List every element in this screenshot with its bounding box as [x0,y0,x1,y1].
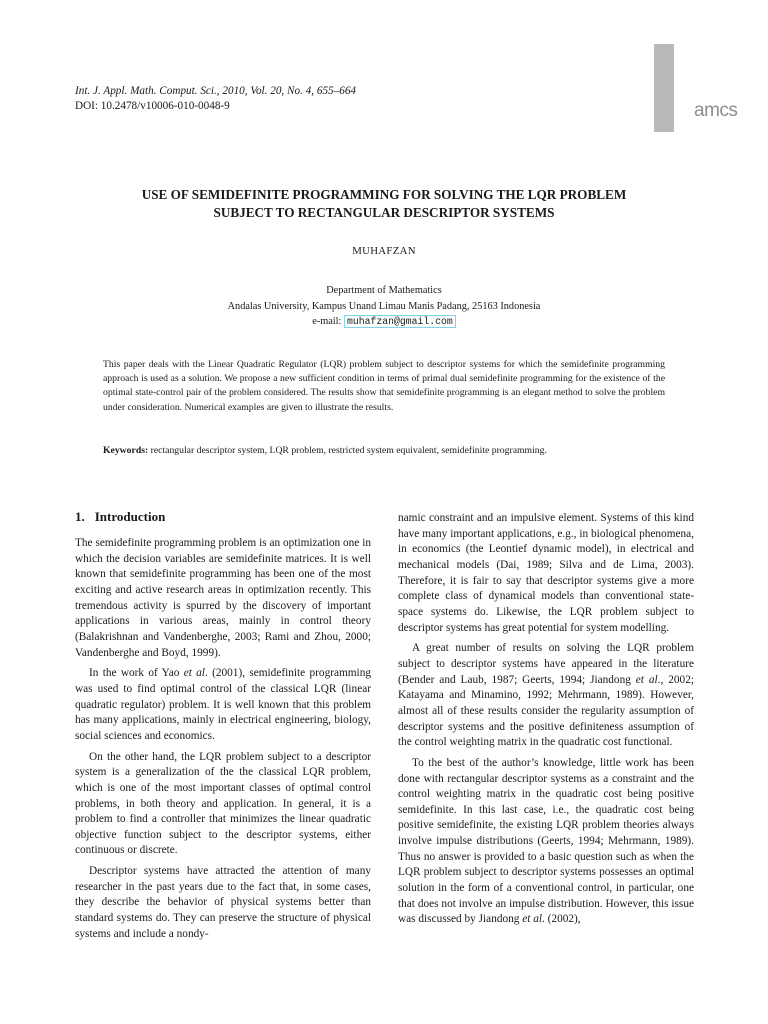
left-column [75,508,371,947]
journal-citation: Int. J. Appl. Math. Comput. Sci., 2010, Vol. 20, No. 4, 655–664 [75,85,357,97]
keywords-text: rectangular descriptor system, LQR problem, restricted system equivalent, semidefinite programming. [148,445,547,456]
department: Department of Mathematics [326,285,442,296]
journal-logo: amcs [694,100,738,121]
section-number: 1. [75,509,85,524]
right-column [398,511,694,933]
paragraph: To the best of the author’s knowledge, little work has been done with rectangular descriptor systems as a constraint and the control weighting matrix in the quadratic cost being positive semidefinite. In this last case, i.e., the quadratic cost being positive semidefinite, the existing LQR problem theories always involve impulse distributions (Geerts, 1994; Mehrmann, 1989). Thus no answer is provided to a basic question such as when the LQR problem subject to descriptor systems possesses an optimal solution in the form of a conventional control, in particular, one that does not involve an impulse distribution. However, this issue was discussed by Jiandong et al. (2002), [398,756,694,926]
email-line [0,314,768,330]
paragraph: The semidefinite programming problem is an optimization one in which the decision variables are semidefinite matrices. It is well known that semidefinite programming has been one of the most exciting and active research areas in optimization recently. This tremendous activity is spurred by the discovery of important applications in various areas, mainly in control theory (Balakrishnan and Vandenberghe, 2003; Rami and Zhou, 2000; Vandenberghe and Boyd, 1999). [75,537,371,659]
section-heading [75,508,371,525]
author: MUHAFZAN [352,245,416,257]
journal-logo-bar [654,44,674,132]
paragraph: namic constraint and an impulsive element. Systems of this kind have many important applications, e.g., in biological phenomena, in economics (the Leontief dynamic model), in electrical and mechanical models (Dai, 1989; Silva and de Lima, 2003). Therefore, it is fair to say that descriptor systems give a more complete class of dynamical models than conventional state-space systems do. Likewise, the LQR problem subject to descriptor systems has great potential for system modelling. [398,512,694,634]
email-label: e-mail: [312,316,344,327]
paragraph: In the work of Yao et al. (2001), semidefinite programming was used to find optimal control of the classical LQR (linear quadratic regulator) problem. It is well known that this problem has many applications, mainly in electrical engineering, biology, social sciences and economics. [75,667,371,742]
doi: DOI: 10.2478/v10006-010-0048-9 [75,100,230,112]
journal-header [75,84,356,114]
keywords-label: Keywords: [103,445,149,456]
paragraph: On the other hand, the LQR problem subject to a descriptor system is a generalization of the the classical LQR problem, which is one of the most important classes of optimal control problems, in both theory and application. In general, it is a problem to find a controller that minimizes the linear quadratic objective function subject to the descriptor systems, either continuous or discrete. [75,750,371,857]
paragraph: Descriptor systems have attracted the attention of many researcher in the past years due to the fact that, in some cases, they describe the behavior of physical systems better than standard systems do. They can preserve the structure of physical systems and include a nondy- [75,865,371,940]
paragraph: A great number of results on solving the LQR problem subject to descriptor systems have appeared in the literature (Bender and Laub, 1987; Geerts, 1994; Jiandong et al., 2002; Katayama and Minamino, 1992; Mehrmann, 1989). However, almost all of these results consider the regularity assumption of descriptor systems and the positive definiteness assumption of the control weighting matrix in the quadratic cost functional. [398,642,694,749]
keywords [103,444,665,458]
section-title: Introduction [94,509,166,524]
university: Andalas University, Kampus Unand Limau Manis Padang, 25163 Indonesia [227,300,541,312]
abstract: This paper deals with the Linear Quadratic Regulator (LQR) problem subject to descriptor systems for which the semidefinite programming approach is used as a solution. We propose a new sufficient condition in terms of primal dual semidefinite programming for the existence of the optimal state-control pair of the problem considered. The results show that semidefinite programming is an elegant method to solve the problem under consideration. Numerical examples are given to illustrate the results. [103,359,665,413]
email-link[interactable]: muhafzan@gmail.com [344,315,456,328]
title-line-2: SUBJECT TO RECTANGULAR DESCRIPTOR SYSTEMS [213,205,555,220]
title-line-1: USE OF SEMIDEFINITE PROGRAMMING FOR SOLVING THE LQR PROBLEM [141,187,627,202]
affiliation [0,283,768,330]
paper-title [60,186,708,222]
